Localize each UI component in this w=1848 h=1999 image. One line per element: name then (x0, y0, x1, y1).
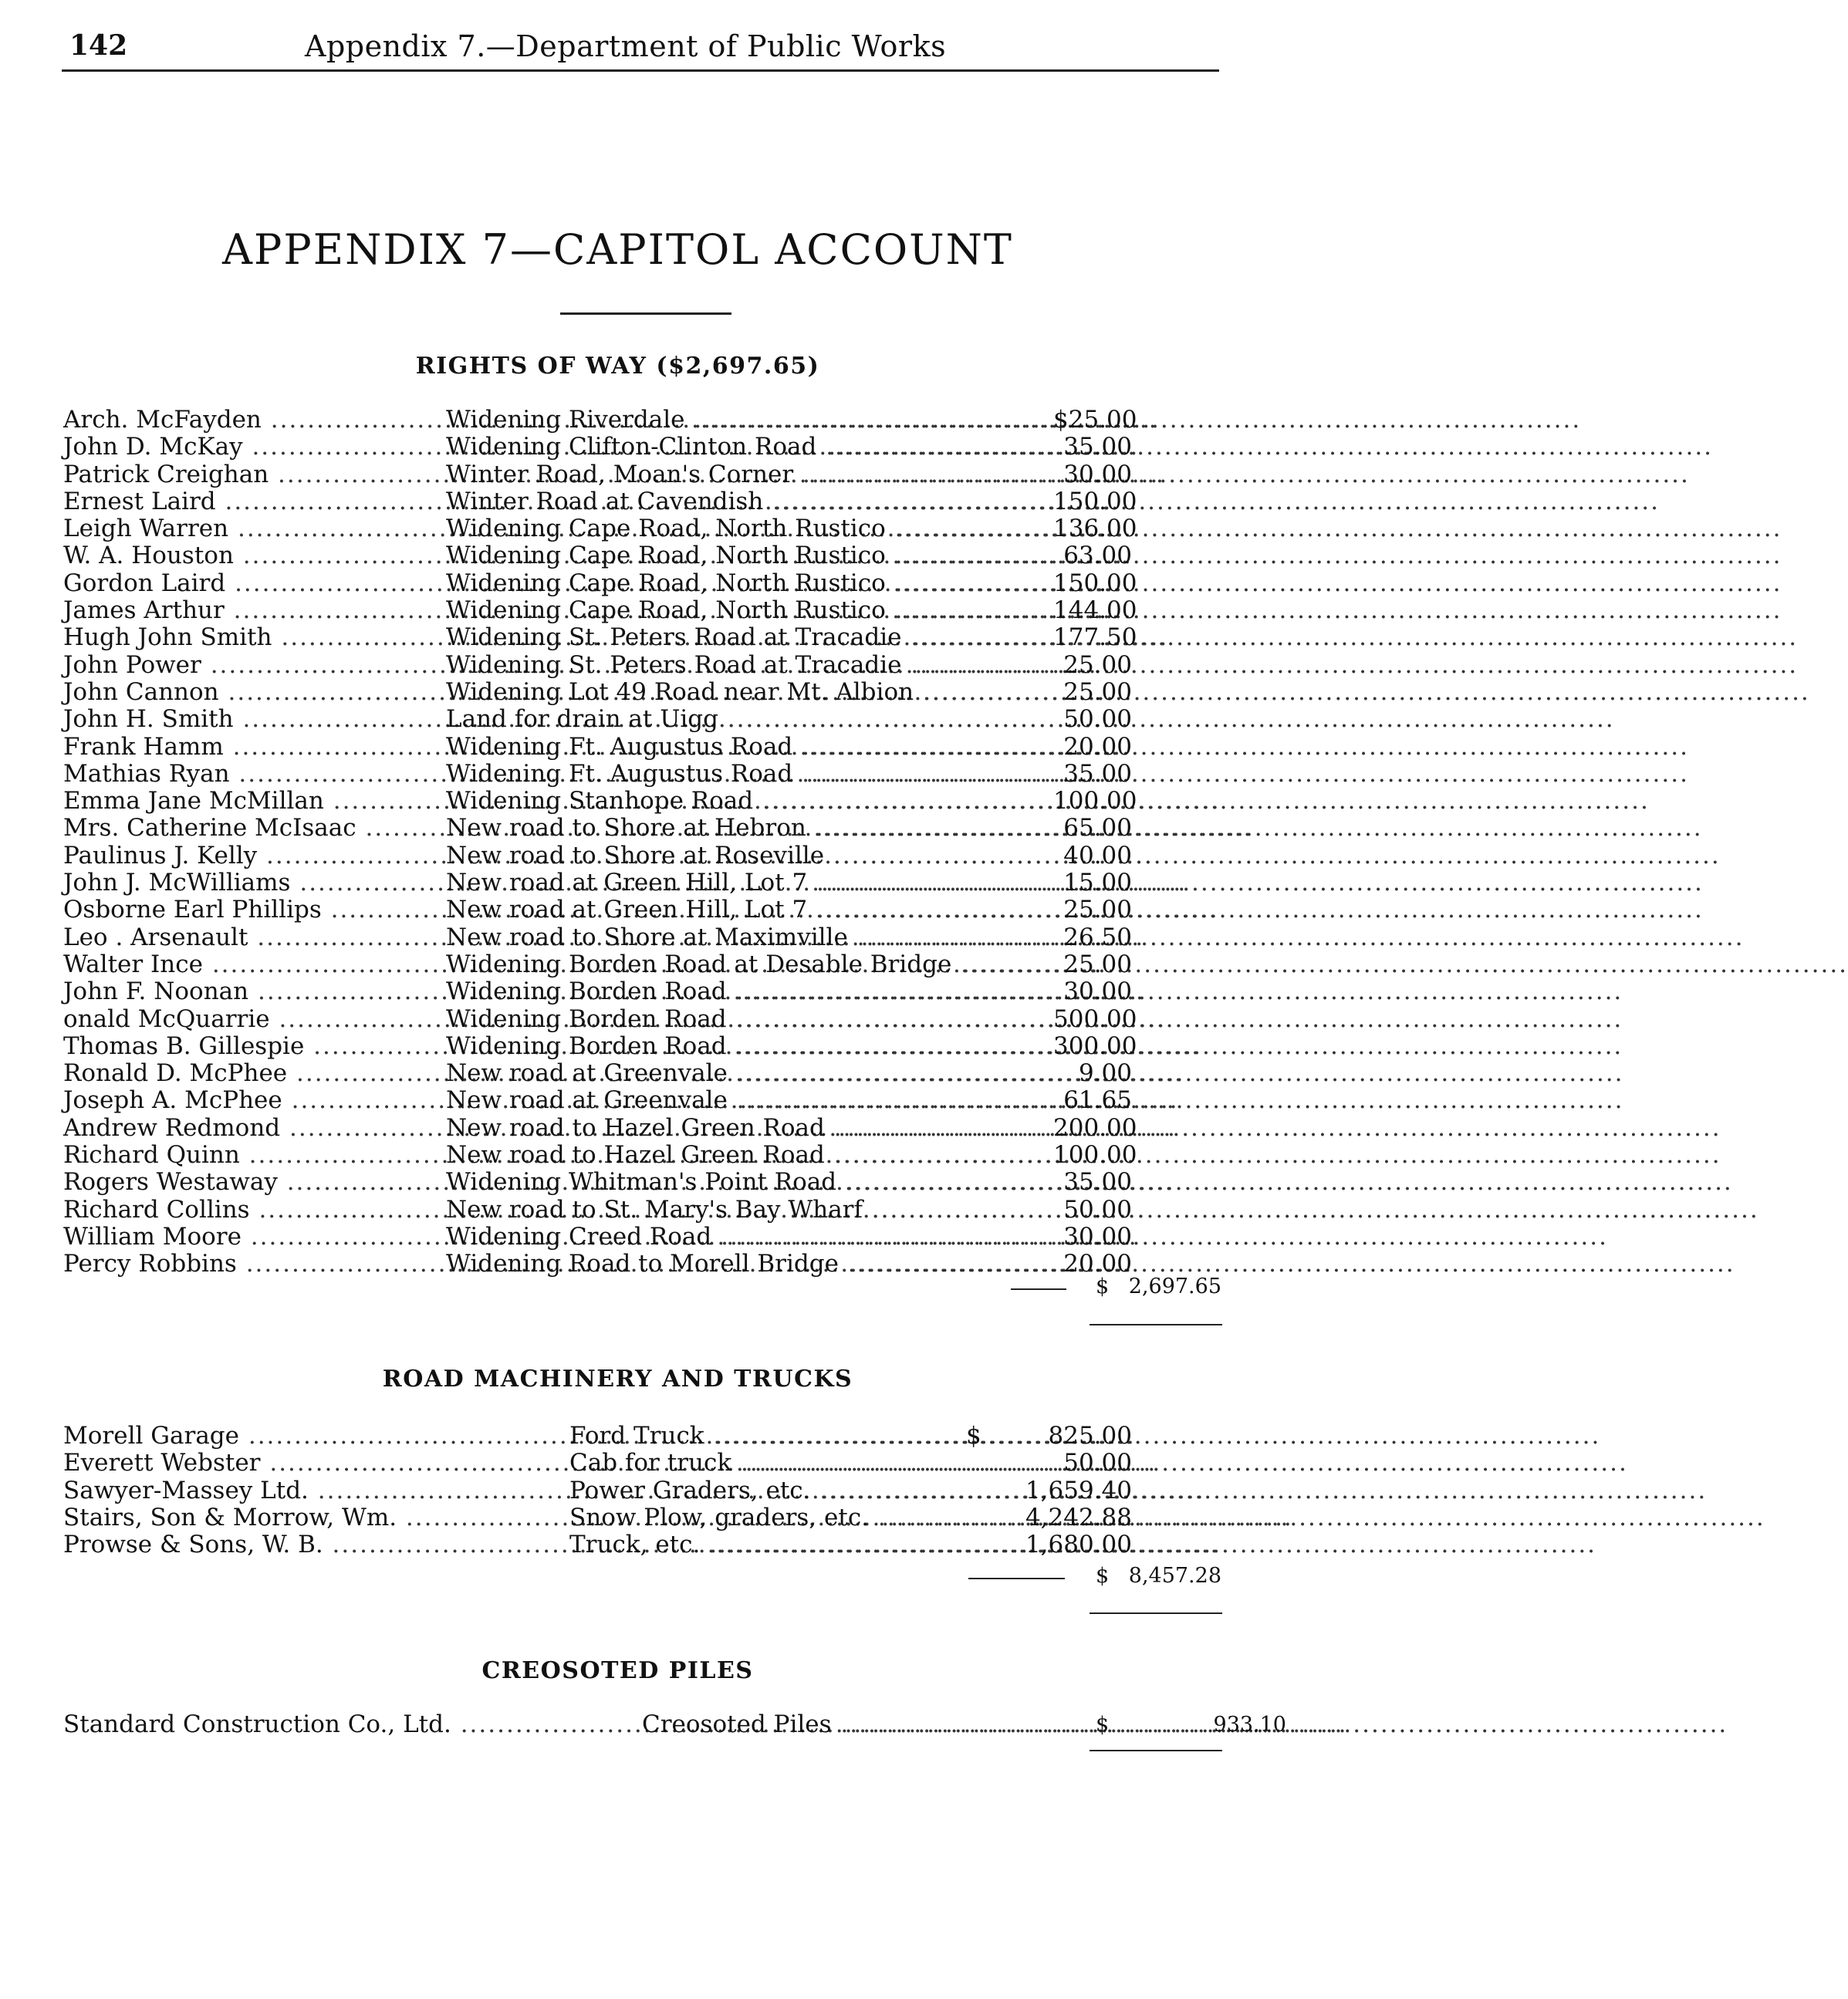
payee-name: Paulinus J. Kelly ..... (63, 842, 441, 869)
subtotal-dash (1011, 1288, 1066, 1290)
item-description: Ford Truck ..... (569, 1423, 1017, 1450)
payee-name: William Moore ..... (63, 1224, 441, 1251)
payee-name: Leo . Arsenault ..... (63, 924, 441, 951)
amount: 30.00 (1063, 978, 1132, 1006)
item-description: Widening Road to Morell Bridge ..... (446, 1251, 1053, 1278)
amount: 25.00 (1063, 896, 1132, 924)
payee-name: Morell Garage ..... (63, 1423, 565, 1450)
amount: 1,659.40 (1025, 1476, 1132, 1504)
item-description: Widening Whitman's Point Road ..... (446, 1169, 1053, 1196)
amount: 15.00 (1063, 869, 1132, 897)
amount: 50.00 (1063, 1449, 1132, 1477)
item-description: New road at Greenvale ..... (446, 1087, 1053, 1114)
item-description: New road to Shore at Maximville ..... (446, 924, 1053, 951)
item-description: New road to St. Mary's Bay Wharf ..... (446, 1197, 1053, 1224)
payee-name: Sawyer-Massey Ltd. ..... (63, 1477, 565, 1504)
payee-name: Everett Webster ..... (63, 1450, 565, 1477)
running-head: Appendix 7.—Department of Public Works (305, 29, 947, 63)
item-description: Land for drain at Uigg ..... (446, 706, 1053, 733)
item-description: Widening Borden Road ..... (446, 1033, 1053, 1060)
payee-name: Prowse & Sons, W. B. ..... (63, 1531, 565, 1558)
item-description: New road to Hazel Green Road ..... (446, 1115, 1053, 1142)
amount: 30.00 (1063, 1222, 1132, 1251)
amount: 933.10 (1213, 1713, 1286, 1737)
total-currency: $ (1096, 1275, 1110, 1298)
payee-name: Percy Robbins ..... (63, 1251, 441, 1278)
payee-name: Emma Jane McMillan ..... (63, 788, 441, 815)
section-title-rights-of-way: RIGHTS OF WAY ($2,697.65) (415, 353, 820, 380)
amount: 61.65 (1063, 1086, 1132, 1115)
item-description: Widening St. Peters Road at Tracadie ..... (446, 624, 1053, 651)
payee-name: Osborne Earl Phillips ..... (63, 897, 441, 924)
amount: 30.00 (1063, 460, 1132, 488)
item-description: Truck, etc. ..... (569, 1531, 1017, 1558)
payee-name: Gordon Laird ..... (63, 570, 441, 597)
payee-name: James Arthur ..... (63, 597, 441, 624)
amount: 40.00 (1063, 841, 1132, 869)
amount: 50.00 (1063, 705, 1132, 734)
amount: 150.00 (1053, 569, 1137, 597)
amount: 500.00 (1053, 1005, 1137, 1033)
item-description: Power Graders, etc. ..... (569, 1477, 1017, 1504)
total-rule (1090, 1324, 1222, 1325)
item-description: Widening Borden Road ..... (446, 1006, 1053, 1033)
payee-name: Arch. McFayden ..... (63, 407, 441, 434)
amount: 144.00 (1053, 596, 1137, 625)
title-rule (560, 312, 731, 315)
amount: 35.00 (1063, 1168, 1132, 1197)
payee-name: Andrew Redmond ..... (63, 1115, 441, 1142)
item-description: Widening Creed Road ..... (446, 1224, 1053, 1251)
amount: $25.00 (1053, 406, 1137, 434)
payee-name: Thomas B. Gillespie ..... (63, 1033, 441, 1060)
total-currency: $ (1096, 1564, 1110, 1588)
amount: 136.00 (1053, 515, 1137, 543)
payee-name: Richard Collins ..... (63, 1197, 441, 1224)
payee-name: Mathias Ryan ..... (63, 761, 441, 788)
amount: 4,242.88 (1025, 1503, 1132, 1531)
item-description: Widening Cape Road, North Rustico ..... (446, 597, 1053, 624)
item-description: Widening Clifton-Clinton Road ..... (446, 434, 1053, 461)
item-description: New road at Green Hill, Lot 7 ..... (446, 897, 1053, 924)
item-description: Widening St. Peters Road at Tracadie ..... (446, 652, 1053, 679)
amount: 9.00 (1078, 1059, 1132, 1088)
payee-name: John Cannon ..... (63, 679, 441, 706)
item-description: Winter Road at Cavendish ..... (446, 488, 1053, 515)
amount: 26.50 (1063, 923, 1132, 951)
amount: 65.00 (1063, 814, 1132, 842)
page-number: 142 (69, 29, 128, 62)
page-header (62, 25, 1219, 71)
item-description: Widening Cape Road, North Rustico ..... (446, 570, 1053, 597)
payee-name: Standard Construction Co., Ltd. ..... (63, 1711, 638, 1738)
amount: 100.00 (1053, 787, 1137, 815)
item-description: Widening Stanhope Road ..... (446, 788, 1053, 815)
subtotal-dash (968, 1578, 1065, 1579)
road-machinery-total: 8,457.28 (1128, 1564, 1221, 1588)
item-description: Widening Riverdale ..... (446, 407, 1053, 434)
payee-name: Patrick Creighan ..... (63, 461, 441, 488)
page-title: APPENDIX 7—CAPITOL ACCOUNT (222, 225, 1013, 274)
amount-currency: $ (966, 1422, 981, 1450)
payee-name: onald McQuarrie ..... (63, 1006, 441, 1033)
item-description: New road at Green Hill, Lot 7 ..... (446, 869, 1053, 897)
payee-name: Mrs. Catherine McIsaac ..... (63, 815, 441, 842)
payee-name: Rogers Westaway ..... (63, 1169, 441, 1196)
item-description: Winter Road, Moan's Corner ..... (446, 461, 1053, 488)
item-description: New road to Shore at Roseville ..... (446, 842, 1053, 869)
item-description: New road to Shore at Hebron ..... (446, 815, 1053, 842)
payee-name: Hugh John Smith ..... (63, 624, 441, 651)
amount: 25.00 (1063, 650, 1132, 679)
section-title-creosoted-piles: CREOSOTED PILES (481, 1657, 754, 1684)
item-description: Widening Ft. Augustus Road ..... (446, 761, 1053, 788)
payee-name: John Power ..... (63, 652, 441, 679)
amount: 825.00 (1048, 1422, 1132, 1450)
amount: 177.50 (1053, 623, 1137, 652)
item-description: Snow Plow, graders, etc. ..... (569, 1504, 1017, 1531)
payee-name: Stairs, Son & Morrow, Wm. ..... (63, 1504, 565, 1531)
payee-name: John H. Smith ..... (63, 706, 441, 733)
payee-name: John F. Noonan ..... (63, 978, 441, 1005)
payee-name: W. A. Houston ..... (63, 542, 441, 569)
payee-name: Joseph A. McPhee ..... (63, 1087, 441, 1114)
item-description: Widening Cape Road, North Rustico ..... (446, 515, 1053, 542)
payee-name: Walter Ince ..... (63, 951, 441, 978)
section-title-road-machinery: ROAD MACHINERY AND TRUCKS (382, 1366, 853, 1393)
total-rule (1090, 1612, 1222, 1614)
amount: 50.00 (1063, 1195, 1132, 1224)
amount: 20.00 (1063, 732, 1132, 761)
payee-name: Ronald D. McPhee ..... (63, 1060, 441, 1087)
amount: 150.00 (1053, 487, 1137, 515)
header-rule (62, 69, 1219, 72)
amount: 100.00 (1053, 1141, 1137, 1170)
item-description: Creosoted Piles ..... (642, 1711, 1136, 1738)
amount: 1,680.00 (1025, 1531, 1132, 1559)
payee-name: Richard Quinn ..... (63, 1142, 441, 1169)
total-rule (1090, 1750, 1222, 1751)
item-description: Widening Borden Road at Desable Bridge ..... (446, 951, 1053, 978)
item-description: Cab for truck ..... (569, 1450, 1017, 1477)
item-description: New road at Greenvale ..... (446, 1060, 1053, 1087)
amount-currency: $ (1096, 1713, 1110, 1737)
amount: 25.00 (1063, 677, 1132, 706)
item-description: Widening Lot 49 Road near Mt. Albion ..... (446, 679, 1053, 706)
item-description: Widening Ft. Augustus Road ..... (446, 734, 1053, 761)
amount: 35.00 (1063, 433, 1132, 461)
amount: 20.00 (1063, 1250, 1132, 1278)
amount: 63.00 (1063, 542, 1132, 570)
item-description: New road to Hazel Green Road ..... (446, 1142, 1053, 1169)
amount: 200.00 (1053, 1113, 1137, 1142)
amount: 300.00 (1053, 1032, 1137, 1060)
rights-of-way-total: 2,697.65 (1128, 1275, 1221, 1298)
payee-name: Ernest Laird ..... (63, 488, 441, 515)
payee-name: Leigh Warren ..... (63, 515, 441, 542)
item-description: Widening Cape Road, North Rustico ..... (446, 542, 1053, 569)
payee-name: Frank Hamm ..... (63, 734, 441, 761)
payee-name: John J. McWilliams ..... (63, 869, 441, 897)
amount: 25.00 (1063, 950, 1132, 978)
item-description: Widening Borden Road ..... (446, 978, 1053, 1005)
amount: 35.00 (1063, 759, 1132, 788)
payee-name: John D. McKay ..... (63, 434, 441, 461)
